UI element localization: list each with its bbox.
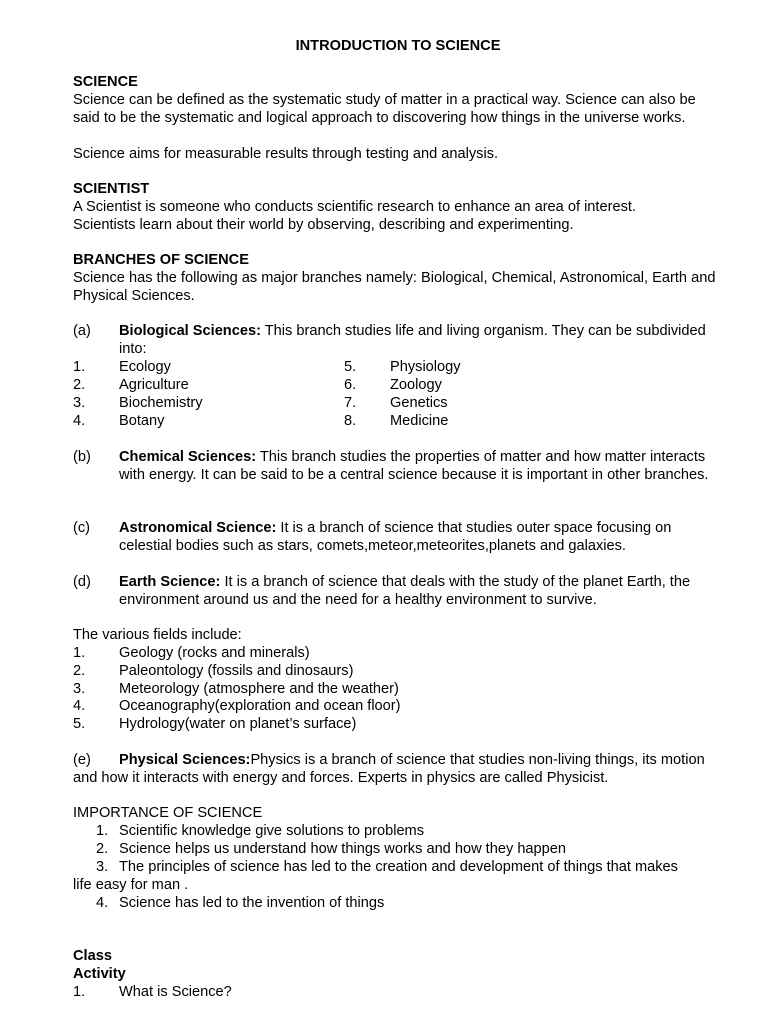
activity-question <box>73 983 723 1001</box>
list-number: 4. <box>73 413 86 429</box>
list-text: Science helps us understand how things works and how they happen <box>119 841 567 857</box>
list-text: Agriculture <box>119 377 189 393</box>
list-number: 3. <box>96 859 109 875</box>
scientist-heading: SCIENTIST <box>73 181 150 197</box>
list-item <box>73 715 723 733</box>
list-text: Oceanography(exploration and ocean floor) <box>119 698 401 714</box>
list-text: Paleontology (fossils and dinosaurs) <box>119 663 354 679</box>
list-number: 6. <box>344 377 357 393</box>
branch-d-label: (d) <box>73 574 91 590</box>
list-text: Meteorology (atmosphere and the weather) <box>119 681 399 697</box>
list-text: life easy for man . <box>73 877 189 893</box>
branch-c-label: (c) <box>73 520 91 536</box>
branch-a <box>73 322 723 358</box>
list-text: Genetics <box>390 395 448 411</box>
list-number: 3. <box>73 395 86 411</box>
branch-b-title: Chemical Sciences: <box>119 449 257 465</box>
list-number: 1. <box>73 359 86 375</box>
branch-c-title: Astronomical Science: <box>119 520 277 536</box>
list-text: Science has led to the invention of things <box>119 895 385 911</box>
branches-heading: BRANCHES OF SCIENCE <box>73 252 249 268</box>
branch-d-title: Earth Science: <box>119 574 221 590</box>
list-item <box>73 376 723 394</box>
science-heading: SCIENCE <box>73 74 138 90</box>
branch-b <box>73 448 723 502</box>
list-text: Biochemistry <box>119 395 203 411</box>
list-item <box>73 858 723 876</box>
list-number: 2. <box>73 377 86 393</box>
branch-a-label: (a) <box>73 323 91 339</box>
list-text: Hydrology(water on planet’s surface) <box>119 716 357 732</box>
list-item <box>73 894 723 912</box>
list-text: Physiology <box>390 359 461 375</box>
list-item <box>73 840 723 858</box>
branch-e-text: Physics is a branch of science that studies non-living things, its motion and how it interacts with energy and forces. Experts in physics are called Physicist. <box>73 752 705 786</box>
list-item-continuation <box>73 876 723 894</box>
list-number: 1. <box>73 645 86 661</box>
list-item <box>73 822 723 840</box>
scientist-line-1: A Scientist is someone who conducts scientific research to enhance an area of interest. <box>73 199 636 215</box>
list-item <box>73 680 723 698</box>
list-text: The principles of science has led to the creation and development of things that makes <box>119 859 678 875</box>
list-text: What is Science? <box>119 984 232 1000</box>
branch-c <box>73 519 723 555</box>
list-item <box>73 394 723 412</box>
branch-e-title: Physical Sciences: <box>119 752 251 768</box>
branch-a-title: Biological Sciences: <box>119 323 261 339</box>
activity-heading-line-1: Class <box>73 948 112 964</box>
list-number: 1. <box>73 984 86 1000</box>
list-number: 1. <box>96 823 109 839</box>
list-number: 7. <box>344 395 357 411</box>
list-number: 2. <box>73 663 86 679</box>
branch-c-text: It is a branch of science that studies outer space focusing on celestial bodies such as stars, comets,meteor,meteorites,planets and galaxies. <box>119 520 672 554</box>
list-number: 4. <box>73 698 86 714</box>
list-item <box>73 358 723 376</box>
list-number: 5. <box>344 359 357 375</box>
list-text: Scientific knowledge give solutions to problems <box>119 823 425 839</box>
activity-heading-line-2: Activity <box>73 966 126 982</box>
list-text: Medicine <box>390 413 449 429</box>
branch-d-text: It is a branch of science that deals with the study of the planet Earth, the environment around us and the need for a healthy environment to survive. <box>119 574 691 608</box>
science-definition: Science can be defined as the systematic study of matter in a practical way. Science can also be said to be the systematic and logical approach to discovering how things in the universe works. <box>73 92 696 126</box>
science-aim: Science aims for measurable results through testing and analysis. <box>73 146 499 162</box>
list-number: 3. <box>73 681 86 697</box>
branch-b-label: (b) <box>73 449 91 465</box>
list-item <box>73 644 723 662</box>
scientist-line-2: Scientists learn about their world by observing, describing and experimenting. <box>73 217 574 233</box>
list-text: Zoology <box>390 377 442 393</box>
list-text: Ecology <box>119 359 171 375</box>
list-item <box>73 412 723 430</box>
list-number: 5. <box>73 716 86 732</box>
list-text: Geology (rocks and minerals) <box>119 645 310 661</box>
list-item <box>73 697 723 715</box>
page-title: INTRODUCTION TO SCIENCE <box>295 38 501 54</box>
branch-e-label: (e) <box>73 752 91 768</box>
branches-intro: Science has the following as major branches namely: Biological, Chemical, Astronomical, Earth and Physical Sciences. <box>73 270 716 304</box>
importance-heading: IMPORTANCE OF SCIENCE <box>73 805 263 821</box>
list-text: Botany <box>119 413 165 429</box>
list-item <box>73 662 723 680</box>
branch-a-text: This branch studies life and living organism. They can be subdivided into: <box>119 323 706 357</box>
branch-e <box>73 751 723 787</box>
list-number: 8. <box>344 413 357 429</box>
list-number: 2. <box>96 841 109 857</box>
list-number: 4. <box>96 895 109 911</box>
fields-intro: The various fields include: <box>73 627 242 643</box>
branch-d <box>73 573 723 609</box>
branch-b-text: This branch studies the properties of matter and how matter interacts with energy. It can be said to be a central science because it is important in other branches. <box>119 449 709 483</box>
